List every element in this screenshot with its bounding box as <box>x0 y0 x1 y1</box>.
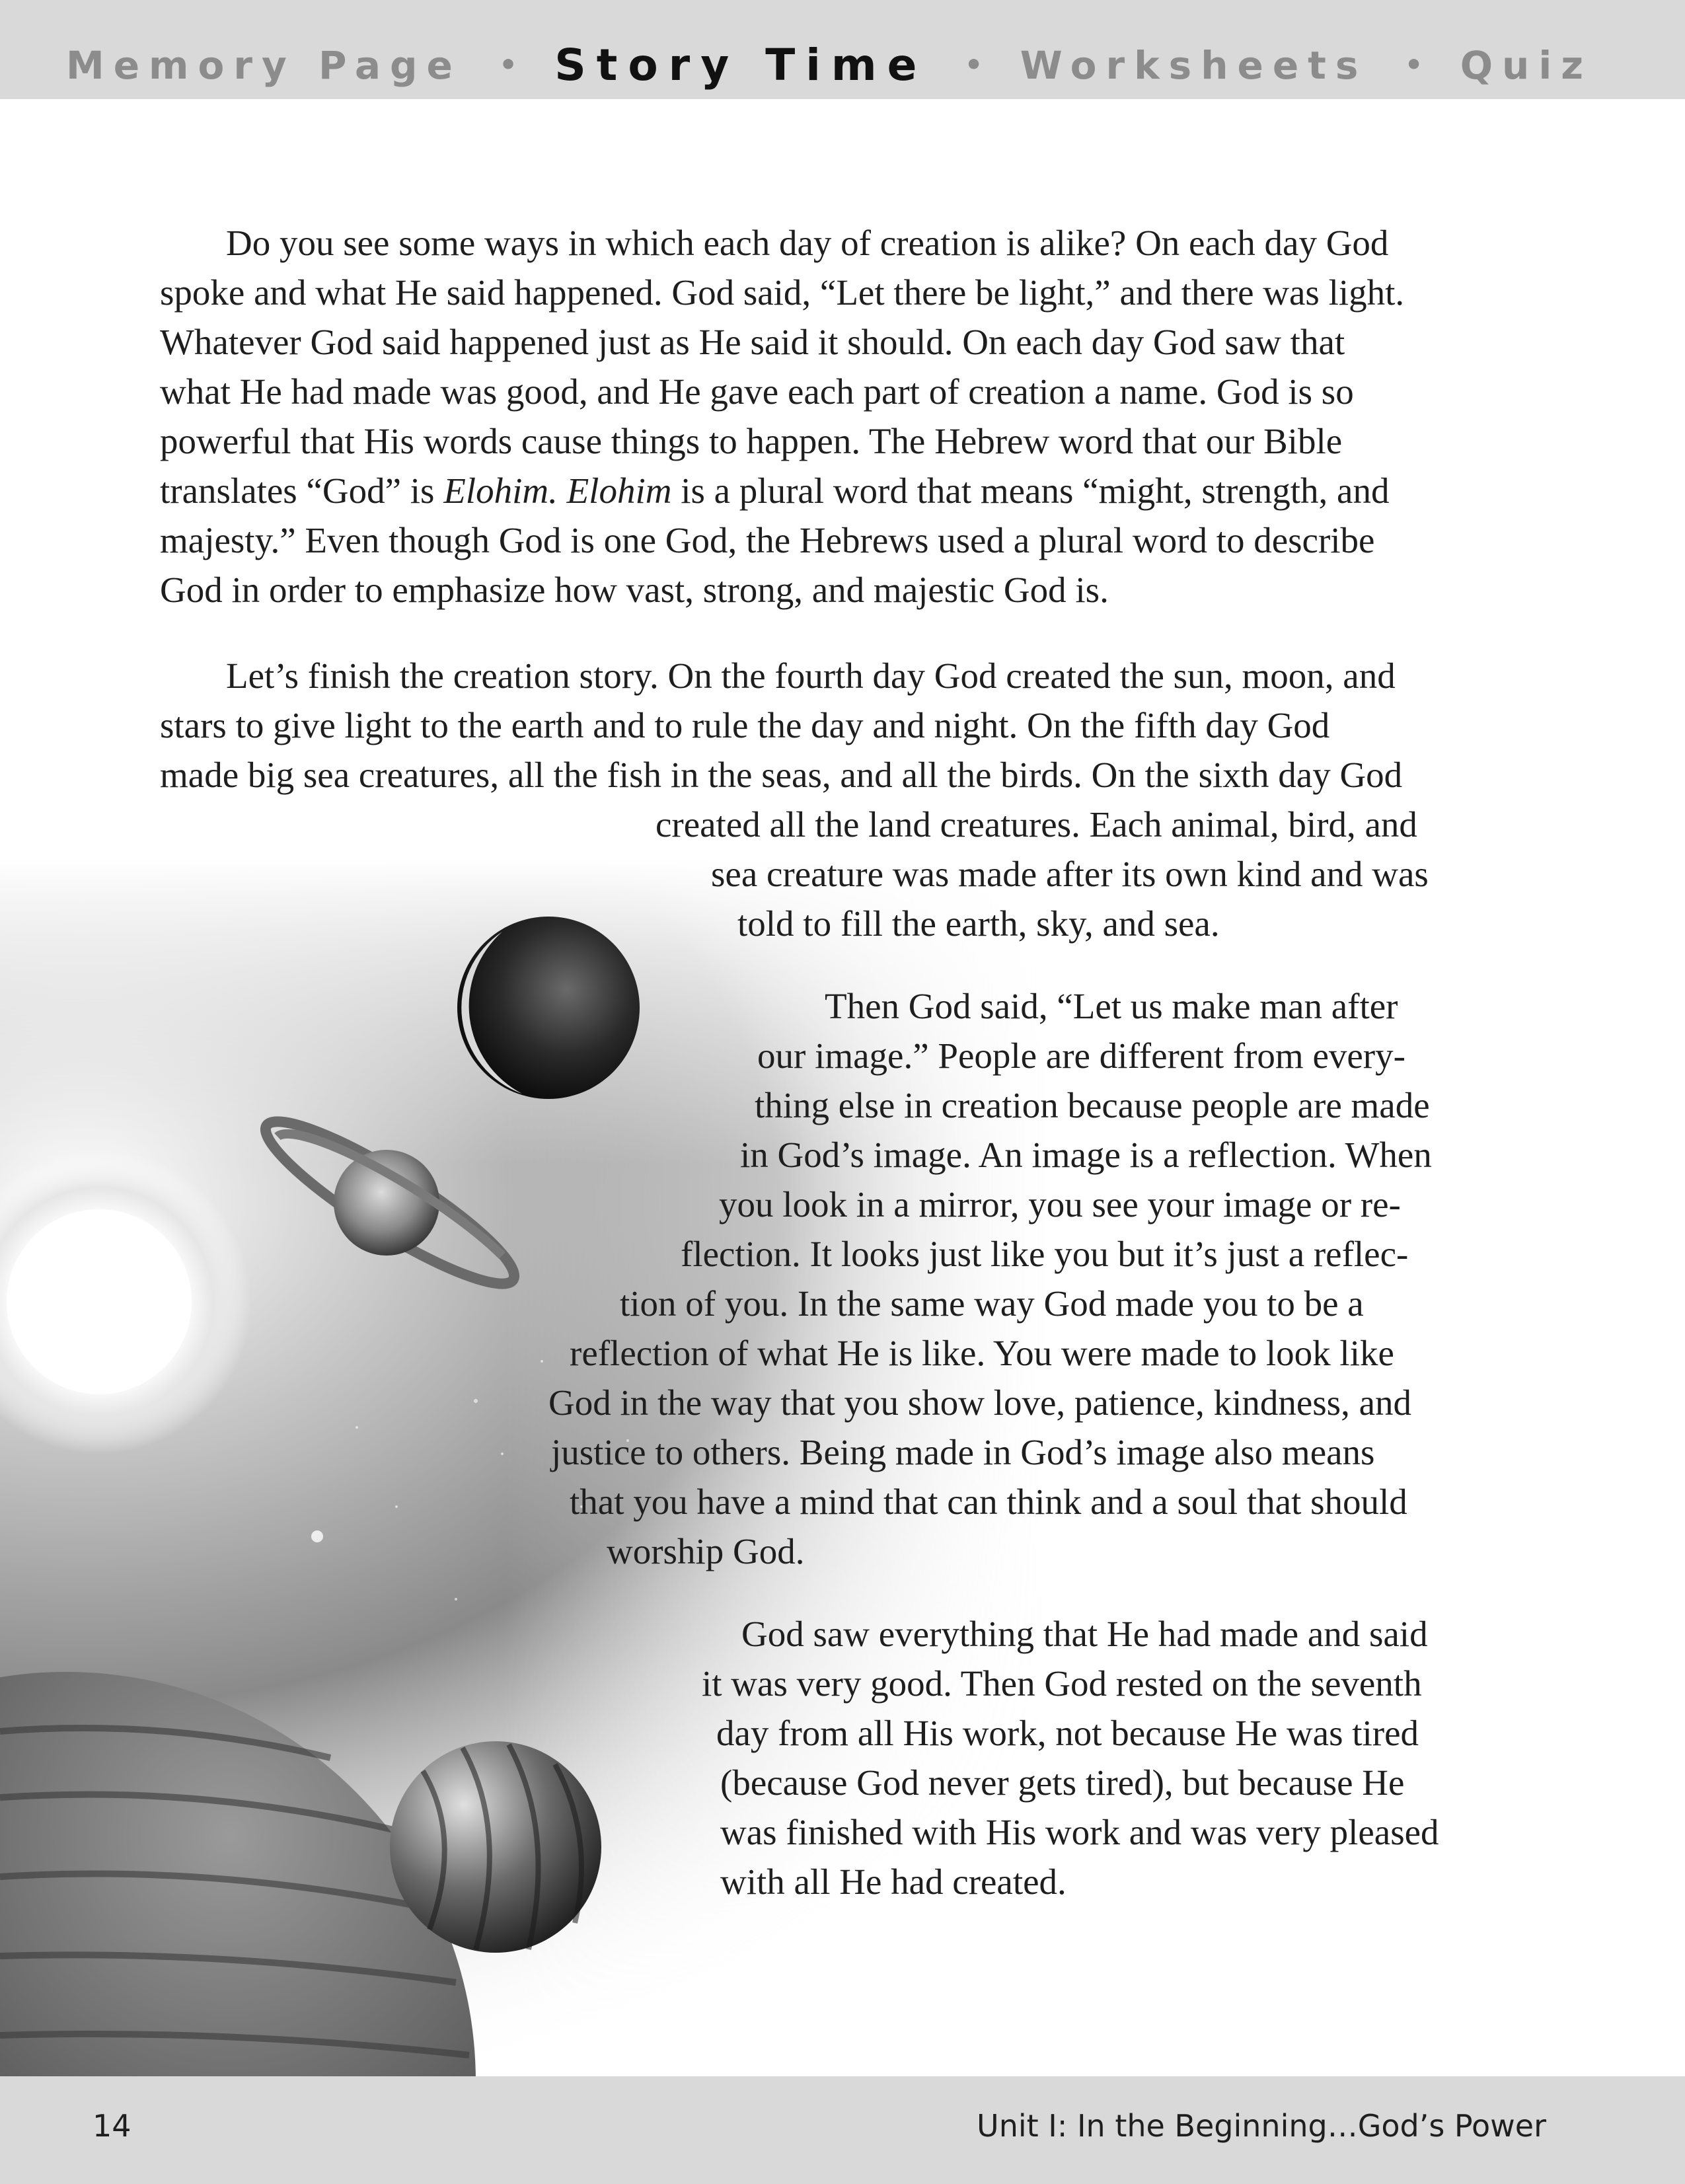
text-line: God saw everything that He had made and said <box>741 1614 1428 1654</box>
text-line: majesty.” Even though God is one God, the Hebrews used a plural word to describe <box>160 520 1375 560</box>
text-line: thing else in creation because people are made <box>755 1085 1430 1125</box>
text-line: stars to give light to the earth and to rule the day and night. On the fifth day God <box>160 705 1330 745</box>
section-nav <box>66 40 1592 91</box>
nav-separator: • <box>964 48 983 82</box>
text-line: sea creature was made after its own kind and was <box>711 854 1429 894</box>
text-line: reflection of what He is like. You were made to look like <box>570 1333 1394 1373</box>
hebrew-term: Elohim. Elohim <box>443 471 672 511</box>
text-line: was finished with His work and was very pleased <box>720 1812 1439 1852</box>
text-line: Whatever God said happened just as He said it should. On each day God saw that <box>160 322 1345 362</box>
text-line: powerful that His words cause things to happen. The Hebrew word that our Bible <box>160 421 1343 461</box>
nav-story-time[interactable]: Story Time <box>554 40 928 91</box>
top-nav-bar <box>0 0 1685 99</box>
nav-separator: • <box>1404 48 1423 82</box>
text-line: God in the way that you show love, patience, kindness, and <box>548 1382 1411 1423</box>
paragraph-3 <box>0 981 1432 1576</box>
text-line: day from all His work, not because He was tired <box>716 1713 1419 1753</box>
page-footer <box>0 2076 1685 2184</box>
text-line: God in order to emphasize how vast, strong, and majestic God is. <box>160 570 1109 610</box>
text-line: that you have a mind that can think and a soul that should <box>570 1482 1407 1522</box>
nav-separator: • <box>499 48 518 82</box>
paragraph-2 <box>160 651 1429 948</box>
text-line: spoke and what He said happened. God said, “Let there be light,” and there was light. <box>160 272 1405 313</box>
text-line: in God’s image. An image is a reflection. When <box>740 1135 1432 1175</box>
text-line: Do you see some ways in which each day of creation is alike? On each day God <box>226 223 1389 263</box>
unit-title: Unit I: In the Beginning…God’s Power <box>977 2108 1546 2144</box>
paragraph-4 <box>0 1609 1439 1906</box>
text-line: you look in a mirror, you see your image or re- <box>719 1184 1401 1224</box>
paragraph-1 <box>160 218 1404 615</box>
nav-worksheets[interactable]: Worksheets <box>1020 42 1368 88</box>
text-line: Then God said, “Let us make man after <box>825 986 1398 1026</box>
page-number: 14 <box>93 2108 131 2144</box>
text-line: made big sea creatures, all the fish in the seas, and all the birds. On the sixth day God <box>160 755 1403 795</box>
text-line: it was very good. Then God rested on the seventh <box>702 1663 1422 1704</box>
text-line: with all He had created. <box>720 1862 1067 1902</box>
text-line: (because God never gets tired), but because He <box>720 1762 1405 1803</box>
text-line: what He had made was good, and He gave each part of creation a name. God is so <box>160 371 1354 412</box>
text-line: worship God. <box>607 1531 805 1571</box>
text-line: justice to others. Being made in God’s image also means <box>551 1432 1375 1472</box>
nav-memory-page[interactable]: Memory Page <box>66 42 462 88</box>
text-line: flection. It looks just like you but it’s just a reflec- <box>681 1234 1409 1274</box>
text-line: tion of you. In the same way God made you to be a <box>620 1283 1364 1324</box>
text-line: translates “God” is Elohim. Elohim is a plural word that means “might, strength, and <box>160 471 1390 511</box>
text-line: our image.” People are different from every- <box>757 1036 1405 1076</box>
text-line: created all the land creatures. Each animal, bird, and <box>655 804 1417 845</box>
text-line: told to fill the earth, sky, and sea. <box>737 903 1220 944</box>
nav-quiz[interactable]: Quiz <box>1460 42 1592 88</box>
text-line: Let’s finish the creation story. On the fourth day God created the sun, moon, and <box>226 656 1396 696</box>
